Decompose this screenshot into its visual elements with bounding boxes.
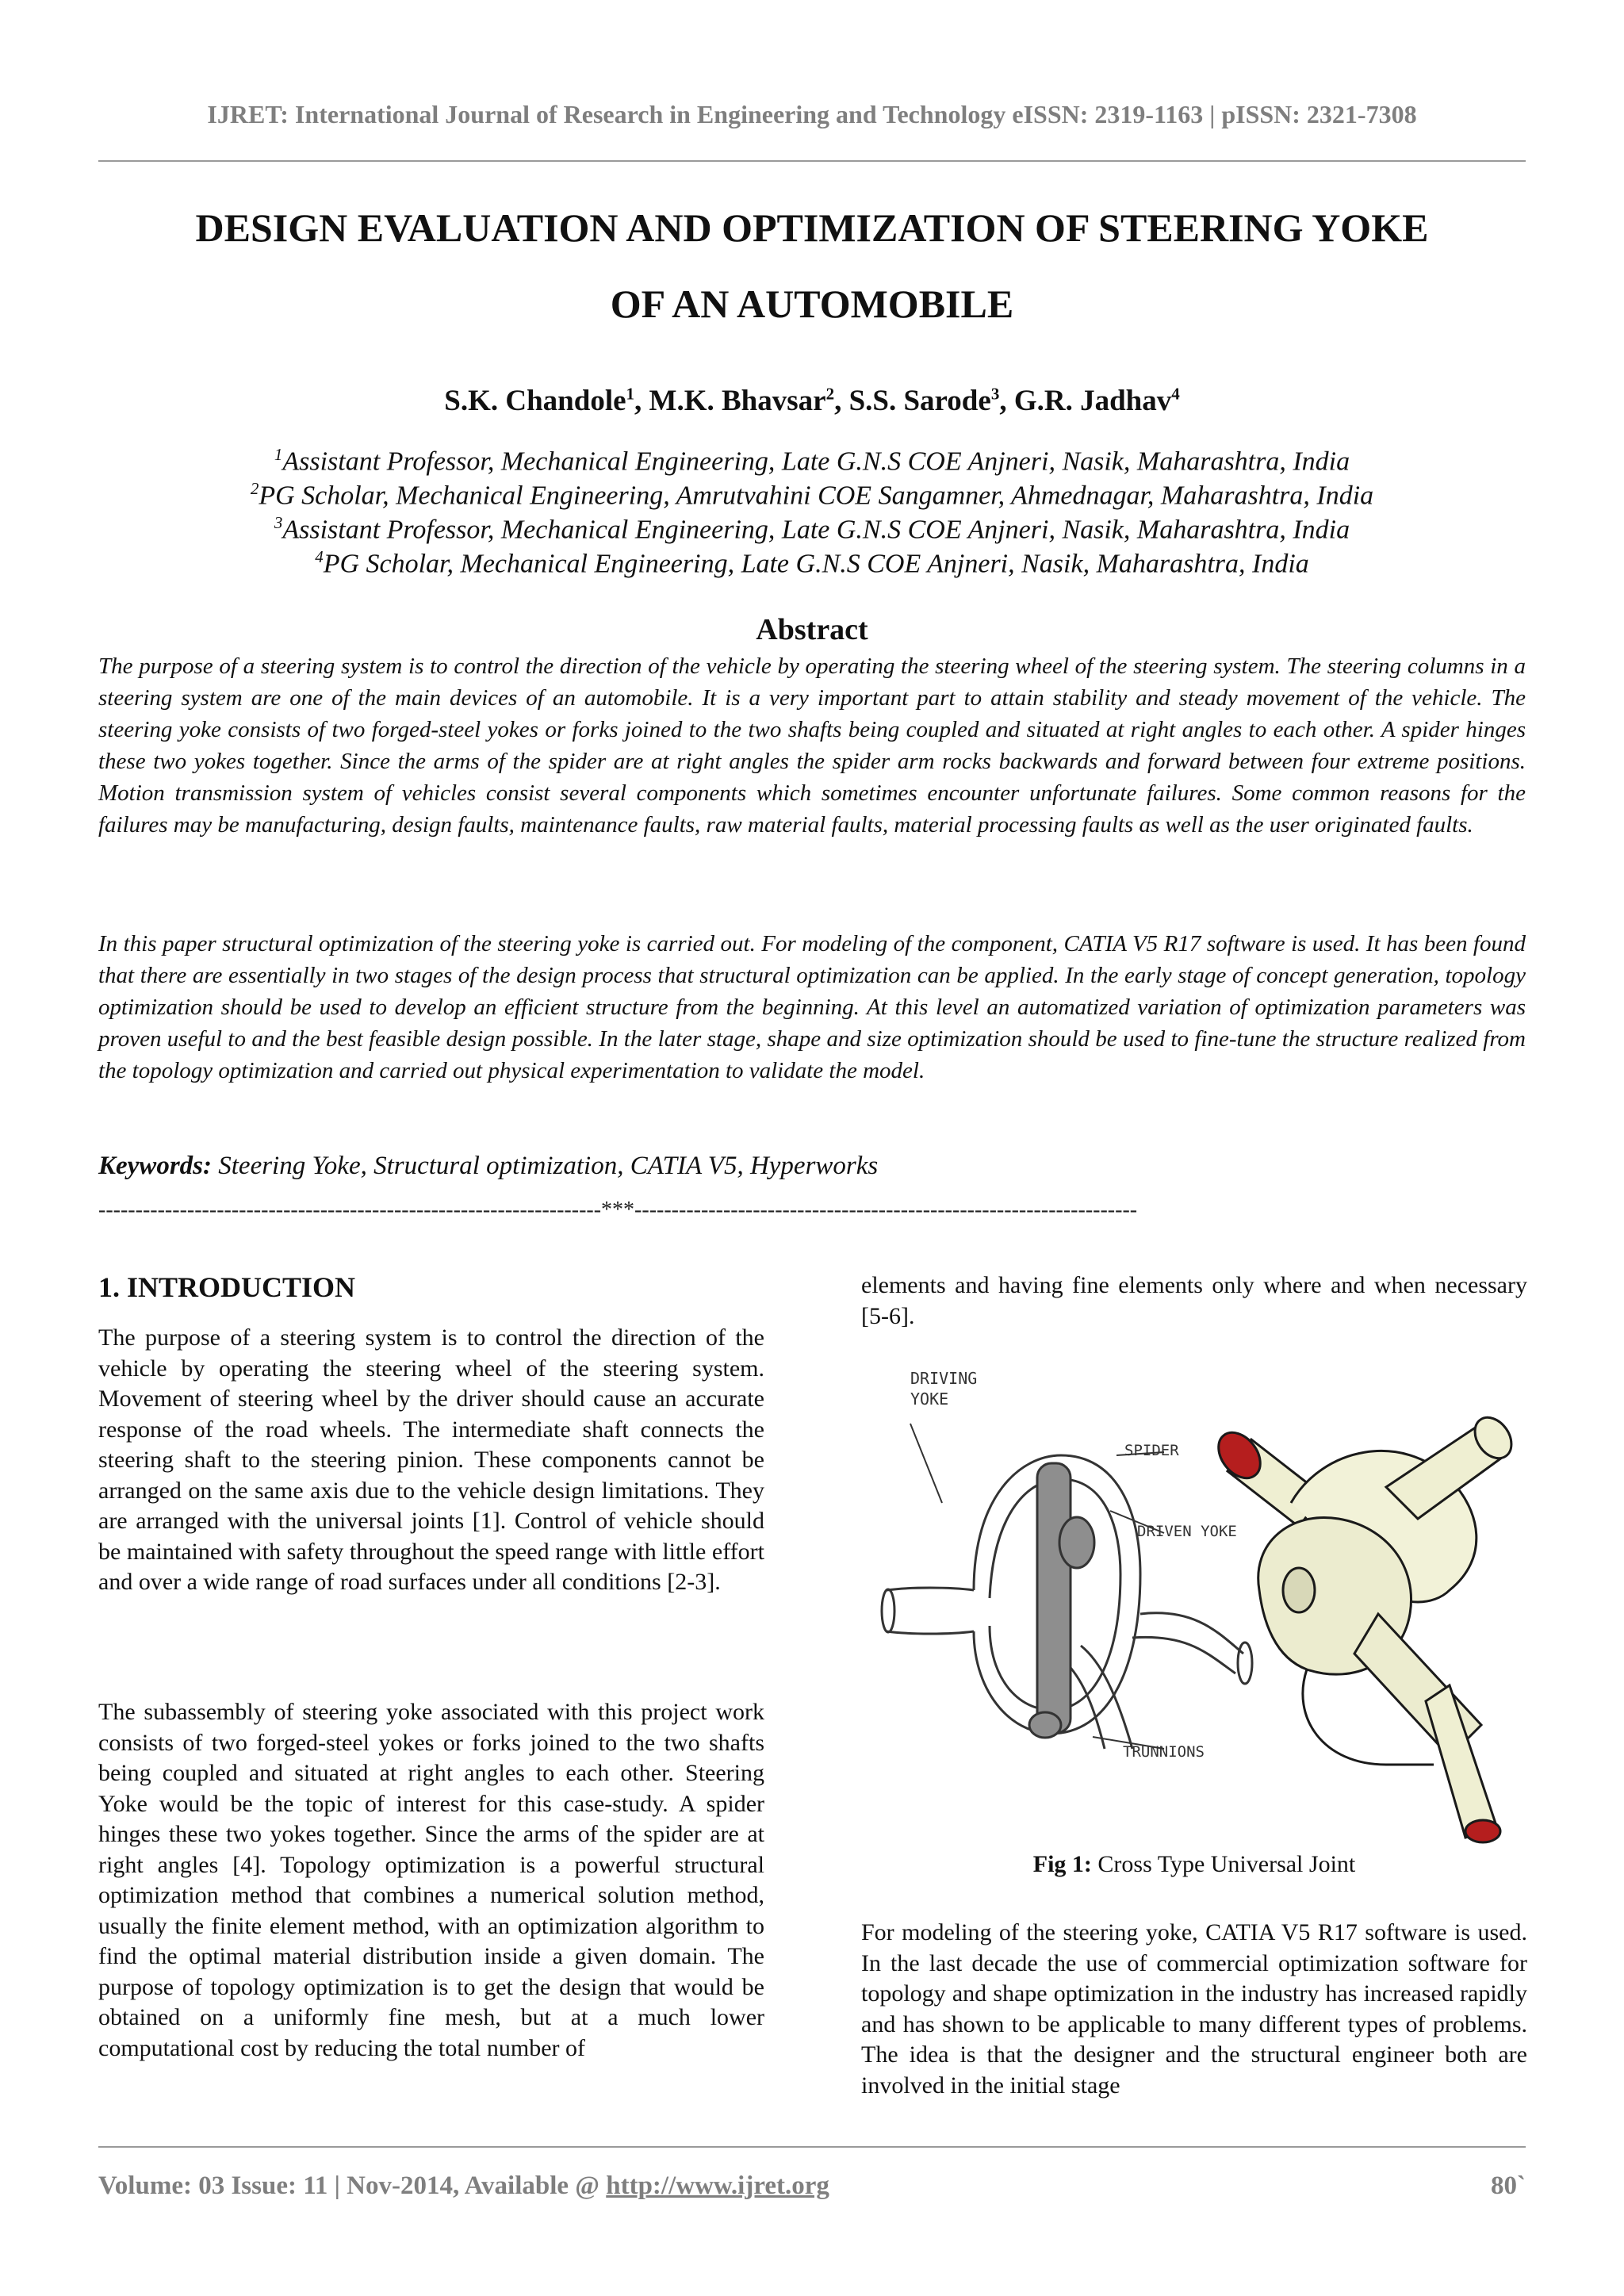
affiliation-text: Assistant Professor, Mechanical Engineering, Late G.N.S COE Anjneri, Nasik, Maharashtra, India [282,447,1350,477]
spider-trunnion [1059,1517,1094,1568]
figure-caption-label: Fig 1: [1032,1851,1092,1877]
affiliation-text: Assistant Professor, Mechanical Engineering, Late G.N.S COE Anjneri, Nasik, Maharashtra, India [282,515,1350,545]
footer-rule [98,2146,1526,2148]
affiliation-sup: 4 [315,547,324,566]
label-trunnions: TRUNNIONS [1123,1743,1205,1761]
author-name: S.K. Chandole [444,385,626,417]
label-driving: DRIVING [910,1369,978,1388]
affiliation-text: PG Scholar, Mechanical Engineering, Amrutvahini COE Sangamner, Ahmednagar, Maharashtra, India [259,481,1374,511]
label-driven-yoke: DRIVEN YOKE [1137,1523,1237,1540]
keywords-label: Keywords: [98,1152,212,1180]
author-sep: , [999,385,1014,417]
right-column-paragraph-2: For modeling of the steering yoke, CATIA V5 R17 software is used. In the last decade the use of commercial optimization software for topology and shape optimization in the industry has increased rapidly and has shown to be applicable to many different types of problems. The idea is that the designer and the structural engineer both are involved in the initial stage [861,1919,1527,2099]
affiliation [98,540,1526,581]
figure-caption-text: Cross Type Universal Joint [1091,1851,1356,1877]
label-yoke: YOKE [910,1389,949,1409]
paper-title-line1: DESIGN EVALUATION AND OPTIMIZATION OF STEERING YOKE [195,205,1429,250]
intro-paragraph-2: The subassembly of steering yoke associated with this project work consists of two forged-steel yokes or forks joined to the two shafts being coupled and situated at right angles to each other. Steering Yoke would be the topic of interest for this case-study. A spider hinges these two yokes together. Since the arms of the spider are at right angles [4]. Topology optimization is a powerful structural optimization method that combines a numerical solution method, usually the finite element method, with an optimization algorithm to find the optimal material distribution inside a given domain. The purpose of topology optimization is to get the design that would be obtained on a uniformly fine mesh, but at a much lower computational cost by reducing the total number of [98,1699,764,2061]
affiliation-text: PG Scholar, Mechanical Engineering, Late G.N.S COE Anjneri, Nasik, Maharashtra, India [323,549,1309,579]
header-rule [98,160,1526,162]
author-sup: 1 [626,384,635,404]
intro-paragraph-1: The purpose of a steering system is to control the direction of the vehicle by operating the steering wheel of the steering system. Movement of steering wheel by the driver should cause an accurate response of the road wheels. The intermediate shaft connects the steering shaft to the steering pinion. These components cannot be arranged on the same axis due to the vehicle design limitations. They are arranged with the universal joints [1]. Control of vehicle should be maintained with safety throughout the speed range with little effort and over a wide range of road surfaces under all conditions [2-3]. [98,1324,764,1595]
spider-arm [1037,1463,1071,1733]
journal-link[interactable]: http://www.ijret.org [606,2171,829,2200]
section-heading: 1. INTRODUCTION [98,1271,356,1303]
abstract-heading: Abstract [756,613,868,646]
label-spider: SPIDER [1124,1442,1179,1459]
author-name: S.S. Sarode [848,385,991,417]
affiliation-sup: 2 [250,479,259,498]
figure-caption [861,1851,1527,1878]
paper-title-line2: OF AN AUTOMOBILE [610,282,1014,326]
author-sep: , [634,385,649,417]
keywords-text: Steering Yoke, Structural optimization, CATIA V5, Hyperworks [212,1152,879,1180]
author-name: M.K. Bhavsar [649,385,826,417]
abstract-paragraph-2: In this paper structural optimization of the steering yoke is carried out. For modeling of the component, CATIA V5 R17 software is used. It has been found that there are essentially in two stages of the design process that structural optimization can be applied. In the early stage of concept generation, topology optimization should be used to develop an efficient structure from the beginning. At this level an automatized variation of optimization parameters was proven useful to and the best feasible design possible. In the later stage, shape and size optimization should be used to fine-tune the structure realized from the topology optimization and carried out physical experimentation to validate the model. [98,931,1526,1083]
footer-volume: Volume: 03 Issue: 11 | Nov-2014, Available @ [98,2171,607,2200]
author-sup: 3 [990,384,1000,404]
joint-render [1210,1411,1519,1842]
abstract-paragraph-1: The purpose of a steering system is to control the direction of the vehicle by operating the steering wheel of the steering system. The steering columns in a steering system are one of the main devices of an automobile. It is a very important part to attain stability and steady movement of the vehicle. The steering yoke consists of two forged-steel yokes or forks joined to the two shafts being coupled and situated at right angles to each other. A spider hinges these two yokes together. Since the arms of the spider are at right angles the spider arm rocks backwards and forward between four extreme positions. Motion transmission system of vehicles consist several components which sometimes encounter unfortunate failures. Some common reasons for the failures may be manufacturing, design faults, maintenance faults, raw material faults, material processing faults as well as the user originated faults. [98,654,1526,838]
author-sup: 2 [825,384,835,404]
affiliation-sup: 3 [274,513,283,532]
author-sep: , [834,385,849,417]
footer [98,2171,1526,2201]
universal-joint-figure [879,1352,1521,1844]
section-separator: --------------------------------------------------------------------***-------------------------------------------------------------------- [98,1198,1138,1222]
affiliation-sup: 1 [274,445,283,464]
author-sup: 4 [1171,384,1180,404]
author-name: G.R. Jadhav [1013,385,1172,417]
keywords [98,1152,878,1181]
spider-trunnion [1029,1712,1061,1738]
page-number: 80` [1491,2171,1526,2200]
author-list [98,384,1526,418]
right-column-paragraph-1: elements and having fine elements only where and when necessary [5-6]. [861,1272,1527,1329]
journal-header: IJRET: International Journal of Research in Engineering and Technology eISSN: 2319-1163 | pISSN: 2321-7308 [207,100,1417,128]
